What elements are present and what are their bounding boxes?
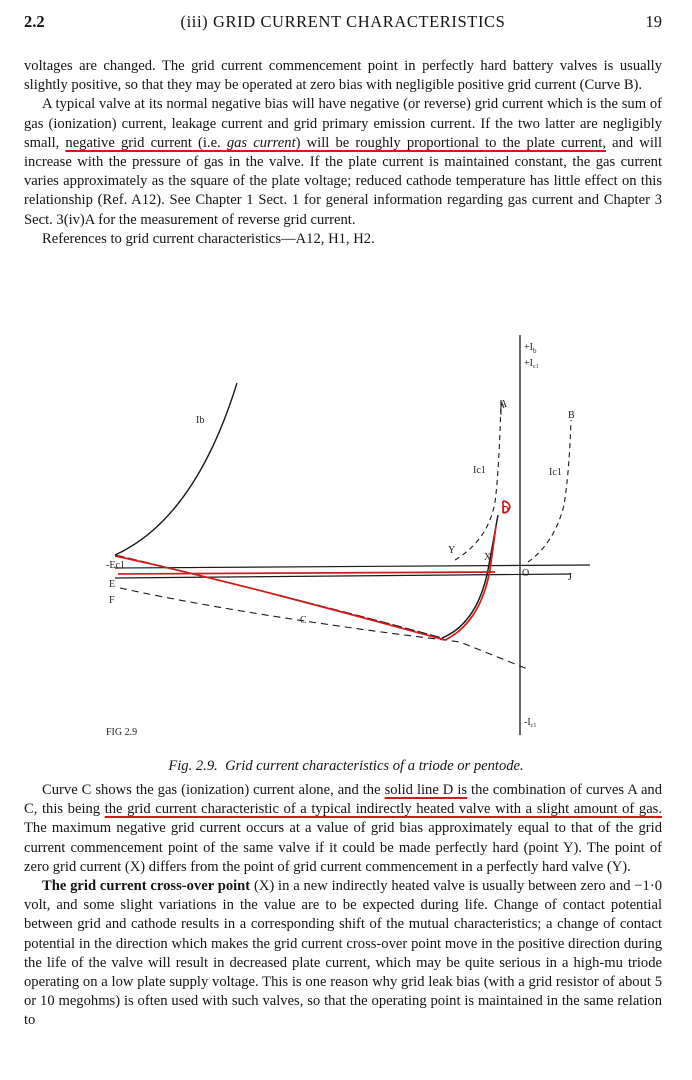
paragraph-1: voltages are changed. The grid current commencement point in perfectly hard battery valves is usually slightly positive, so that they may be operated at zero bias with negligible positive grid current (Curve B). bbox=[24, 58, 662, 94]
para5-bold-lead: The grid current cross-over point bbox=[42, 878, 251, 895]
figure-caption bbox=[0, 758, 692, 775]
para2-ul-italic: gas current bbox=[226, 134, 296, 151]
label-plus-ic: $+I_{c1}$ bbox=[524, 358, 539, 370]
para2-underline bbox=[65, 135, 606, 151]
section-number: 2.2 bbox=[24, 12, 45, 31]
label-point-y: Y bbox=[448, 545, 456, 556]
ib-curve bbox=[115, 383, 237, 555]
curve-a bbox=[120, 588, 530, 670]
horizontal-axis bbox=[115, 565, 590, 568]
figure-2-9 bbox=[100, 330, 600, 745]
para4-underline-2: the grid current characteristic of a typical indirectly heated valve with a slight amount of gas. bbox=[104, 801, 662, 818]
paragraph-4 bbox=[24, 781, 662, 877]
label-minus-ic: $-I_{c1}$ bbox=[524, 717, 537, 729]
label-ic1-left: Ic1 bbox=[473, 465, 486, 476]
ic1-right-curve bbox=[528, 420, 571, 562]
para5-text: (X) in a new indirectly heated valve is usually between zero and −1·0 volt, and some slight variations in the value are to be expected during life. Change of contact potential between grid and cathode results in a corresponding shift of the mutual characteristics; a change of contact potential in the direction which makes the grid current cross-over point move in the positive direction during the life of the valve will result in decreased plate current, which may be quite serious in a high-mu triode operating on a low plate supply voltage. This is one reason why grid leak bias (with a grid resistor of about 5 or 10 megohms) is often used with such valves, so that the operating point is maintained in the same relation to bbox=[24, 878, 662, 1029]
figure-tag: FIG 2.9 bbox=[106, 727, 138, 738]
annotation-curve-c bbox=[115, 556, 445, 640]
caption-number: Fig. 2.9. bbox=[168, 758, 218, 774]
annotation-axis bbox=[118, 572, 495, 574]
page-number: 19 bbox=[645, 12, 662, 31]
para2-text-b: and will increase with the pressure of gas in the valve. If the plate current is maintained constant, the gas current varies approximately as the square of the plate voltage; reduced cathode temperature has little effect on this relationship (Ref. A12). See Chapter 1 Sect. 1 for general information regarding gas current and Chapter 3 Sect. 3(iv)A for the measurement of reverse grid current. bbox=[24, 134, 662, 228]
grid-current-diagram bbox=[100, 330, 600, 745]
para2-ul-b: ) will be roughly proportional to the plate current, bbox=[295, 134, 606, 151]
para2-text-a: A typical valve at its normal negative bias will have negative (or reverse) grid current which is the sum of gas (ionization) current, leakage current and grid primary emission current. If the two latter are negligibly small, bbox=[24, 96, 662, 151]
label-origin: O bbox=[522, 568, 530, 579]
line-e bbox=[115, 574, 570, 578]
label-e: E bbox=[109, 579, 116, 590]
label-curve-c: C bbox=[300, 615, 307, 626]
label-ib-curve: Ib bbox=[196, 415, 205, 426]
para2-ul-a: negative grid current (i.e. bbox=[65, 134, 227, 151]
label-curve-a: A bbox=[500, 399, 508, 410]
page-header bbox=[24, 12, 662, 34]
paragraph-2 bbox=[24, 95, 662, 229]
label-f: F bbox=[109, 595, 115, 606]
annotation-curve-d bbox=[445, 526, 496, 640]
label-point-x: X bbox=[484, 552, 492, 563]
label-ic1-right: Ic1 bbox=[549, 467, 562, 478]
paragraph-3: References to grid current characteristics—A12, H1, H2. bbox=[42, 230, 375, 247]
para4-text-a: Curve C shows the gas (ionization) current alone, and the bbox=[42, 782, 385, 798]
para4-text-b: the combination of curves A and C, this being bbox=[24, 782, 663, 818]
bottom-text-block bbox=[24, 781, 662, 1031]
para4-underline-1: solid line D is bbox=[384, 782, 468, 798]
top-text-block bbox=[24, 57, 662, 249]
label-curve-d: D bbox=[502, 505, 510, 516]
label-minus-ec: -Ec1 bbox=[106, 560, 125, 571]
label-plus-ib: $+I_b$ bbox=[524, 342, 537, 355]
label-j: J bbox=[568, 572, 572, 583]
paragraph-5 bbox=[24, 877, 662, 1031]
caption-text: Grid current characteristics of a triode or pentode. bbox=[225, 758, 524, 774]
label-curve-b: B bbox=[568, 410, 575, 421]
para4-text-c: The maximum negative grid current occurs at a value of grid bias approximately equal to that of the grid current commencement point of the same valve if it could be made perfectly hard (point Y). The point of zero grid current (X) differs from the point of grid current commencement in a perfectly hard valve (Y). bbox=[24, 820, 662, 875]
running-title: (iii) GRID CURRENT CHARACTERISTICS bbox=[180, 12, 506, 31]
